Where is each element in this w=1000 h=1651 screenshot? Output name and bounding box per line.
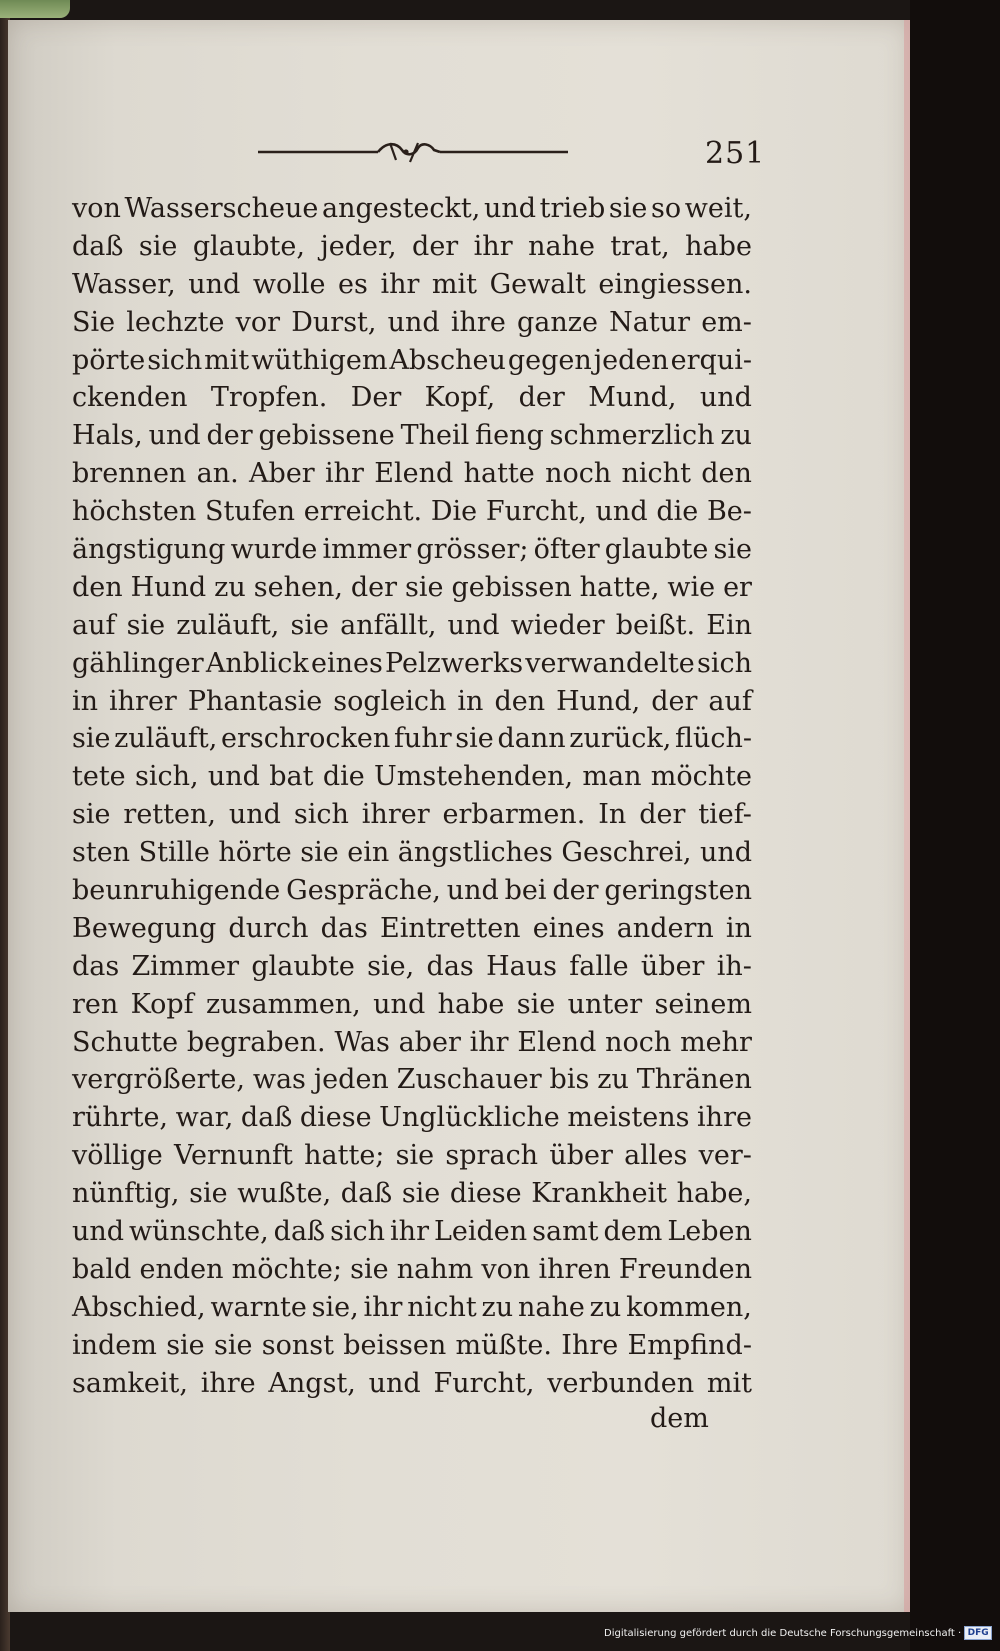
word: Elend xyxy=(517,1026,597,1058)
text-line xyxy=(72,683,752,721)
word: sie xyxy=(213,1329,253,1361)
word: trat, xyxy=(610,230,670,262)
text-line xyxy=(72,190,752,228)
word: warnte xyxy=(210,1291,307,1323)
word: sie xyxy=(126,609,166,641)
word: Eintretten xyxy=(380,912,521,944)
word: sie xyxy=(608,193,648,224)
word: in xyxy=(72,685,99,717)
word: von xyxy=(72,193,121,224)
text-line xyxy=(72,417,752,455)
word: hörte xyxy=(218,837,292,869)
word: zu xyxy=(214,571,246,603)
word: Kopf xyxy=(130,988,194,1020)
text-line xyxy=(72,342,752,380)
word: trieb xyxy=(539,193,606,224)
word: Angst, xyxy=(268,1367,356,1399)
word: der xyxy=(518,382,565,414)
word: kommen, xyxy=(626,1291,752,1323)
word: müßte. xyxy=(455,1329,552,1361)
word: eines xyxy=(532,912,605,944)
word: ihr xyxy=(363,1291,403,1323)
word: auf xyxy=(708,685,752,717)
word: mit xyxy=(431,268,478,300)
word: Krankheit xyxy=(531,1178,668,1210)
word: beissen xyxy=(343,1329,447,1361)
word: und xyxy=(207,761,260,793)
text-line xyxy=(72,266,752,304)
word: die xyxy=(322,761,365,793)
word: und xyxy=(72,1216,125,1248)
word: enden xyxy=(139,1253,224,1285)
word: ihr xyxy=(473,230,513,262)
word: Hals, xyxy=(72,420,143,452)
word: sprach xyxy=(445,1140,539,1172)
word: zusammen, xyxy=(206,988,361,1020)
word: fuhr xyxy=(393,723,452,755)
word: diese xyxy=(299,1102,372,1134)
text-line xyxy=(72,607,752,645)
word: immer xyxy=(322,534,412,566)
word: grösser; xyxy=(416,534,529,566)
word: angesteckt, xyxy=(321,193,481,224)
word: sie xyxy=(290,609,329,641)
word: Schutte xyxy=(72,1026,179,1058)
word: brennen xyxy=(72,458,187,490)
text-line xyxy=(72,1251,752,1289)
word: ih- xyxy=(716,950,752,982)
word: nünftig, xyxy=(72,1178,180,1210)
dfg-logo: DFG xyxy=(964,1626,992,1640)
word: ängstigung xyxy=(72,534,226,566)
word: hatte; xyxy=(304,1140,385,1172)
word: öfter xyxy=(533,534,600,566)
word: Stufen xyxy=(204,496,296,528)
word: seinem xyxy=(654,988,752,1020)
word: glaubte, xyxy=(192,230,305,262)
word: und xyxy=(387,306,440,338)
text-line xyxy=(72,531,752,569)
word: alles xyxy=(624,1140,688,1172)
text-line xyxy=(72,1289,752,1327)
word: wußte, xyxy=(237,1178,332,1210)
word: retten, xyxy=(123,799,216,831)
word: bald xyxy=(72,1253,132,1285)
word: Phantasie xyxy=(187,685,323,717)
word: samkeit, xyxy=(72,1367,188,1399)
text-line xyxy=(72,1099,752,1137)
digitization-credit xyxy=(604,1626,992,1640)
text-line xyxy=(72,758,752,796)
word: eingiessen. xyxy=(598,268,752,300)
word: In xyxy=(598,799,627,831)
word: sie xyxy=(189,1178,228,1210)
word: beißt. xyxy=(615,609,696,641)
bookmark-ribbon xyxy=(0,0,70,18)
word: noch xyxy=(545,458,612,490)
word: ihr xyxy=(390,1216,429,1248)
word: jeder, xyxy=(320,230,397,262)
word: hatte xyxy=(463,458,535,490)
word: sich, xyxy=(134,761,199,793)
word: Aber xyxy=(249,458,315,490)
word: in xyxy=(725,912,752,944)
word: den xyxy=(494,685,546,717)
word: Bewegung xyxy=(72,912,217,944)
word: sehen, xyxy=(253,571,343,603)
word: ckenden xyxy=(72,382,188,414)
word: sich xyxy=(330,1216,386,1248)
word: Hund, xyxy=(556,685,641,717)
word: habe, xyxy=(676,1178,752,1210)
text-line xyxy=(72,1365,752,1403)
credit-text: Digitalisierung gefördert durch die Deutsche Forschungsgemeinschaft · xyxy=(604,1627,962,1639)
word: der xyxy=(206,420,253,452)
word: bei xyxy=(504,875,547,907)
text-line xyxy=(72,1137,752,1175)
word: habe xyxy=(685,230,752,262)
word: erreicht. xyxy=(303,496,423,528)
word: ihrer xyxy=(109,685,177,717)
word: sie, xyxy=(311,1291,359,1323)
word: ren xyxy=(72,988,119,1020)
word: rührte, xyxy=(72,1102,169,1134)
word: die xyxy=(656,496,699,528)
word: flüch- xyxy=(674,723,752,755)
word: Der xyxy=(350,382,402,414)
word: Tropfen. xyxy=(210,382,328,414)
word: gegen xyxy=(507,344,592,376)
word: diese xyxy=(449,1178,522,1210)
word: zu xyxy=(481,1291,514,1323)
word: Haus xyxy=(486,950,557,982)
word: durch xyxy=(228,912,309,944)
word: Empfind- xyxy=(627,1329,752,1361)
word: Unglückliche xyxy=(379,1102,560,1134)
word: man xyxy=(582,761,642,793)
word: daß xyxy=(72,230,124,262)
word: der xyxy=(651,685,698,717)
word: beunruhigende xyxy=(72,875,281,907)
word: ihrer xyxy=(361,799,430,831)
word: ganze xyxy=(516,306,598,338)
word: mit xyxy=(706,1367,752,1399)
word: gählinger xyxy=(72,647,204,679)
word: Thränen xyxy=(636,1064,752,1096)
word: den xyxy=(701,458,752,490)
text-line xyxy=(72,872,752,910)
word: sie xyxy=(395,1140,435,1172)
word: sten xyxy=(72,837,131,869)
word: und xyxy=(595,496,648,528)
word: vergrößerte, xyxy=(72,1064,245,1096)
word: in xyxy=(457,685,484,717)
word: den xyxy=(72,571,123,603)
word: Natur xyxy=(609,306,691,338)
word: daß xyxy=(340,1178,393,1210)
word: zuläuft, xyxy=(176,609,280,641)
word: Gespräche, xyxy=(286,875,441,907)
page-number: 251 xyxy=(705,136,766,171)
word: das xyxy=(320,912,368,944)
word: von xyxy=(481,1253,531,1285)
word: sich xyxy=(696,647,752,679)
word: sogleich xyxy=(333,685,447,717)
word: erqui- xyxy=(670,344,752,376)
word: jeden xyxy=(593,344,669,376)
word: Pelzwerks xyxy=(385,647,524,679)
word: falle xyxy=(569,950,629,982)
word: nahm xyxy=(396,1253,474,1285)
word: begraben. xyxy=(186,1026,326,1058)
word: tete xyxy=(72,761,126,793)
word: und xyxy=(483,193,537,224)
word: sich xyxy=(293,799,349,831)
word: verbunden xyxy=(547,1367,695,1399)
word: so xyxy=(651,193,682,224)
word: Wasser, xyxy=(72,268,176,300)
word: war, xyxy=(175,1102,234,1134)
word: sie xyxy=(300,837,339,869)
text-line xyxy=(72,493,752,531)
word: nicht xyxy=(407,1291,477,1323)
text-line xyxy=(72,569,752,607)
word: zu xyxy=(597,1064,629,1096)
word: Theil xyxy=(400,420,470,452)
word: eines xyxy=(310,647,383,679)
word: er xyxy=(723,571,752,603)
word: dem xyxy=(603,1216,663,1248)
word: Zimmer xyxy=(131,950,240,982)
word: wüthigem xyxy=(251,344,388,376)
word: schmerzlich xyxy=(549,420,715,452)
ornament-rule xyxy=(258,138,578,166)
word: bat xyxy=(269,761,314,793)
word: Anblick xyxy=(205,647,309,679)
word: ihre xyxy=(200,1367,256,1399)
word: Freunden xyxy=(618,1253,752,1285)
word: Ihre xyxy=(561,1329,619,1361)
word: sie xyxy=(455,723,494,755)
word: und xyxy=(368,1367,421,1399)
word: daß xyxy=(273,1216,326,1248)
word: über xyxy=(549,1140,613,1172)
word: ihr xyxy=(325,458,364,490)
word: Zuschauer xyxy=(396,1064,542,1096)
word: es xyxy=(338,268,368,300)
word: auf xyxy=(72,609,116,641)
word: sie xyxy=(138,230,178,262)
word: glaubte xyxy=(251,950,355,982)
word: glaubte xyxy=(604,534,709,566)
word: und xyxy=(446,875,499,907)
word: und xyxy=(447,609,500,641)
word: sie xyxy=(401,1178,441,1210)
word: weit, xyxy=(684,193,752,224)
word: Vernunft xyxy=(173,1140,293,1172)
word: wie xyxy=(667,571,716,603)
word: wieder xyxy=(510,609,605,641)
text-line xyxy=(72,1175,752,1213)
word: Furcht, xyxy=(485,496,587,528)
word: verwandelte xyxy=(525,647,695,679)
word: ihr xyxy=(380,268,420,300)
word: Mund, xyxy=(588,382,677,414)
word: und xyxy=(148,420,201,452)
word: und xyxy=(699,837,752,869)
word: zurück, xyxy=(569,723,672,755)
word: völlige xyxy=(72,1140,163,1172)
word: höchsten xyxy=(72,496,197,528)
word: sie xyxy=(516,988,556,1020)
text-line xyxy=(72,948,752,986)
word: meistens xyxy=(567,1102,690,1134)
word: Leiden xyxy=(433,1216,528,1248)
word: lechzte xyxy=(126,306,225,338)
word: sie xyxy=(350,1253,389,1285)
word: em- xyxy=(701,306,752,338)
word: möchte xyxy=(650,761,752,793)
text-line xyxy=(72,304,752,342)
body-text xyxy=(72,190,752,1403)
word: Hund xyxy=(130,571,207,603)
word: zu xyxy=(589,1291,622,1323)
word: nahe xyxy=(528,230,595,262)
word: ihr xyxy=(469,1026,509,1058)
word: Kopf, xyxy=(424,382,496,414)
word: ver- xyxy=(698,1140,752,1172)
word: Abscheu xyxy=(389,344,506,376)
word: und xyxy=(188,268,241,300)
word: ihren xyxy=(538,1253,611,1285)
text-line xyxy=(72,796,752,834)
word: sie xyxy=(72,723,111,755)
word: vor xyxy=(235,306,281,338)
word: Umstehenden, xyxy=(374,761,574,793)
word: tief- xyxy=(698,799,752,831)
scan-background xyxy=(910,0,1000,1651)
word: ein xyxy=(347,837,390,869)
word: über xyxy=(640,950,705,982)
word: an. xyxy=(196,458,239,490)
word: ängstliches xyxy=(397,837,553,869)
text-line xyxy=(72,1024,752,1062)
word: zuläuft, xyxy=(114,723,218,755)
word: Elend xyxy=(374,458,454,490)
text-line xyxy=(72,379,752,417)
word: erbarmen. xyxy=(442,799,586,831)
word: zu xyxy=(720,420,752,452)
word: ihre xyxy=(450,306,506,338)
word: Was xyxy=(334,1026,390,1058)
word: gebissene xyxy=(258,420,395,452)
word: sie, xyxy=(367,950,415,982)
word: mehr xyxy=(680,1026,752,1058)
word: noch xyxy=(605,1026,672,1058)
word: Stille xyxy=(138,837,210,869)
word: Ein xyxy=(706,609,752,641)
word: samt xyxy=(532,1216,599,1248)
word: unter xyxy=(567,988,643,1020)
word: bis xyxy=(549,1064,590,1096)
word: sie xyxy=(713,534,752,566)
text-line xyxy=(72,455,752,493)
word: das xyxy=(72,950,120,982)
word: hatte, xyxy=(579,571,660,603)
text-line xyxy=(72,720,752,758)
word: wolle xyxy=(252,268,326,300)
word: wurde xyxy=(230,534,318,566)
word: und xyxy=(699,382,752,414)
word: Leben xyxy=(667,1216,752,1248)
word: fieng xyxy=(475,420,544,452)
text-line xyxy=(72,1213,752,1251)
word: pörte xyxy=(72,344,146,376)
word: indem xyxy=(72,1329,157,1361)
text-line xyxy=(72,228,752,266)
word: andern xyxy=(616,912,714,944)
word: Be- xyxy=(706,496,752,528)
word: dann xyxy=(497,723,566,755)
word: Wasserscheue xyxy=(124,193,319,224)
word: habe xyxy=(437,988,505,1020)
word: wünschte, xyxy=(129,1216,269,1248)
text-line xyxy=(72,1327,752,1365)
word: mit xyxy=(204,344,250,376)
word: erschrocken xyxy=(221,723,391,755)
word: Durst, xyxy=(291,306,377,338)
word: sich xyxy=(147,344,203,376)
word: nahe xyxy=(517,1291,585,1323)
word: Sie xyxy=(72,306,116,338)
text-line xyxy=(72,645,752,683)
word: der xyxy=(639,799,686,831)
word: aber xyxy=(398,1026,461,1058)
word: daß xyxy=(240,1102,293,1134)
word: ihre xyxy=(697,1102,752,1134)
word: das xyxy=(426,950,474,982)
word: und xyxy=(228,799,281,831)
text-line xyxy=(72,910,752,948)
word: jeden xyxy=(313,1064,389,1096)
word: sie xyxy=(166,1329,205,1361)
catchword: dem xyxy=(650,1403,709,1434)
word: Die xyxy=(430,496,478,528)
word: Gewalt xyxy=(489,268,586,300)
word: nicht xyxy=(621,458,691,490)
word: Geschrei, xyxy=(561,837,692,869)
text-line xyxy=(72,834,752,872)
word: und xyxy=(373,988,426,1020)
word: sie xyxy=(405,571,444,603)
text-line xyxy=(72,986,752,1024)
word: was xyxy=(252,1064,306,1096)
text-line xyxy=(72,1061,752,1099)
word: der xyxy=(552,875,599,907)
word: der xyxy=(412,230,459,262)
word: anfällt, xyxy=(340,609,437,641)
word: sonst xyxy=(261,1329,334,1361)
word: sie xyxy=(72,799,111,831)
word: gebissen xyxy=(451,571,572,603)
word: Furcht, xyxy=(433,1367,535,1399)
word: Abschied, xyxy=(72,1291,206,1323)
word: der xyxy=(350,571,398,603)
word: geringsten xyxy=(604,875,752,907)
word: möchte; xyxy=(231,1253,342,1285)
